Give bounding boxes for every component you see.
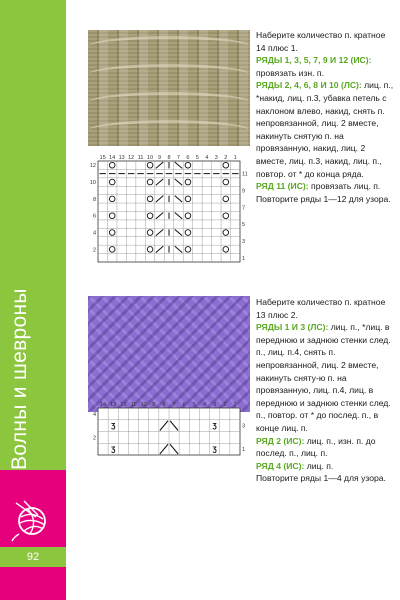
svg-text:Ʒ: Ʒ [212, 423, 217, 431]
chart2-row-label: 1 [242, 447, 246, 454]
pattern2-intro: Наберите количество п. кратное 13 плюс 2. [256, 297, 386, 320]
chart2-row-label: 3 [242, 423, 246, 430]
chart2-col-label: 12 [120, 402, 127, 408]
chart2-col-label: 6 [182, 402, 186, 408]
chart2-col-label: 1 [233, 402, 237, 408]
chart1-row-label: 7 [242, 205, 246, 212]
chart1-row-label: 4 [92, 230, 96, 237]
chart1-col-label: 15 [99, 155, 106, 161]
chart1-col-label: 10 [147, 155, 154, 161]
chart1-row-label: 12 [89, 163, 96, 170]
pattern1-row-label: РЯДЫ 1, 3, 5, 7, 9 И 12 (ИС): [256, 55, 372, 66]
chart2-col-label: 3 [213, 402, 217, 408]
chart1-col-label: 6 [186, 155, 190, 161]
chart1-row-label: 8 [92, 196, 96, 203]
pattern-instructions-2: Наберите количество п. кратное 13 плюс 2. РЯДЫ 1 И 3 (ЛС): лиц. п., *лиц. в переднюю и заднюю стенки след. п., лиц. п.4, снять п. непровязанной, лиц. 2 вместе, накинуть сняту-ю п. на провязанную, лиц. п.4, лиц. в переднюю и заднюю стенки след. п., повтор. от * до послед. п., в конце лиц. п. РЯД 2 (ИС): лиц. п., изн. п. до послед. п., лиц. п. РЯД 4 (ИС): лиц. п. Повторите ряды 1—4 для узора. [256, 296, 396, 485]
chart1-col-label: 9 [158, 155, 162, 161]
chart1-row-label: 1 [242, 255, 246, 262]
chart2-col-label: 7 [172, 402, 176, 408]
chart1-col-label: 12 [128, 155, 135, 161]
chart1-col-label: 5 [195, 155, 199, 161]
chart2-col-label: 11 [130, 402, 137, 408]
chart1-row-label: 5 [242, 222, 246, 229]
chart1-col-label: 14 [109, 155, 116, 161]
chart1-col-label: 13 [118, 155, 125, 161]
chart1-col-label: 7 [176, 155, 180, 161]
chart1-col-label: 1 [233, 155, 237, 161]
chart2-col-label: 2 [223, 402, 227, 408]
pattern1-repeat: Повторите ряды 1—12 для узора. [256, 193, 391, 204]
svg-text:Ʒ: Ʒ [212, 446, 217, 454]
pattern-instructions-1: Наберите количество п. кратное 14 плюс 1. РЯДЫ 1, 3, 5, 7, 9 И 12 (ИС): провязать изн. п. РЯДЫ 2, 4, 6, 8 И 10 (ЛС): лиц. п., *накид, лиц. п.3, убавка петель с наклоном влево, накид, снять п. непровязанной, лиц. 2 вместе, накинуть снятую п. на провязанную, накид, лиц. 2 вместе, лиц. п.3, накид, лиц. п., повтор. от * до конца ряда. РЯД 11 (ИС): провязать лиц. п. Повторите ряды 1—12 для узора. [256, 29, 396, 205]
pattern2-repeat: Повторите ряды 1—4 для узора. [256, 473, 386, 484]
chart1-col-label: 8 [167, 155, 171, 161]
chart2-col-label: 14 [100, 402, 107, 408]
pattern2-row-label: РЯД 4 (ИС): [256, 460, 305, 471]
page-number: 92 [0, 547, 66, 567]
chart1-row-label: 6 [92, 213, 96, 220]
chart1-row-label: 11 [242, 171, 248, 178]
knitting-chart-1 [88, 152, 250, 264]
chart2-col-label: 8 [162, 402, 166, 408]
chart1-col-label: 4 [205, 155, 209, 161]
pattern2-row-label: РЯД 2 (ИС): [256, 435, 305, 446]
chart2-col-label: 9 [152, 402, 156, 408]
knit-swatch-photo-1 [88, 30, 250, 146]
pattern2-row-label: РЯДЫ 1 И 3 (ЛС): [256, 322, 329, 333]
knitting-chart-2 [88, 399, 250, 457]
pattern1-intro: Наберите количество п. кратное 14 плюс 1. [256, 30, 386, 53]
chart1-row-label: 9 [242, 188, 246, 195]
chart2-col-label: 13 [110, 402, 117, 408]
chart1-col-label: 3 [214, 155, 218, 161]
chart1-row-label: 2 [92, 247, 96, 254]
chart2-col-label: 10 [140, 402, 147, 408]
chart1-col-label: 2 [224, 155, 228, 161]
chart1-row-label: 3 [242, 238, 246, 245]
pattern1-row-label: РЯД 11 (ИС): [256, 181, 309, 192]
chart1-col-label: 11 [137, 155, 144, 161]
chart2-row-label: 2 [92, 435, 96, 442]
knit-swatch-photo-2 [88, 296, 250, 412]
chart2-row-label: 4 [92, 411, 96, 418]
svg-text:Ʒ: Ʒ [111, 446, 116, 454]
chart1-row-label: 10 [89, 180, 96, 187]
chart2-col-label: 4 [202, 402, 207, 408]
chart2-col-label: 5 [192, 402, 196, 408]
yarn-ball-icon [10, 497, 56, 543]
pattern1-row-label: РЯДЫ 2, 4, 6, 8 И 10 (ЛС): [256, 80, 362, 91]
svg-text:Ʒ: Ʒ [111, 423, 116, 431]
